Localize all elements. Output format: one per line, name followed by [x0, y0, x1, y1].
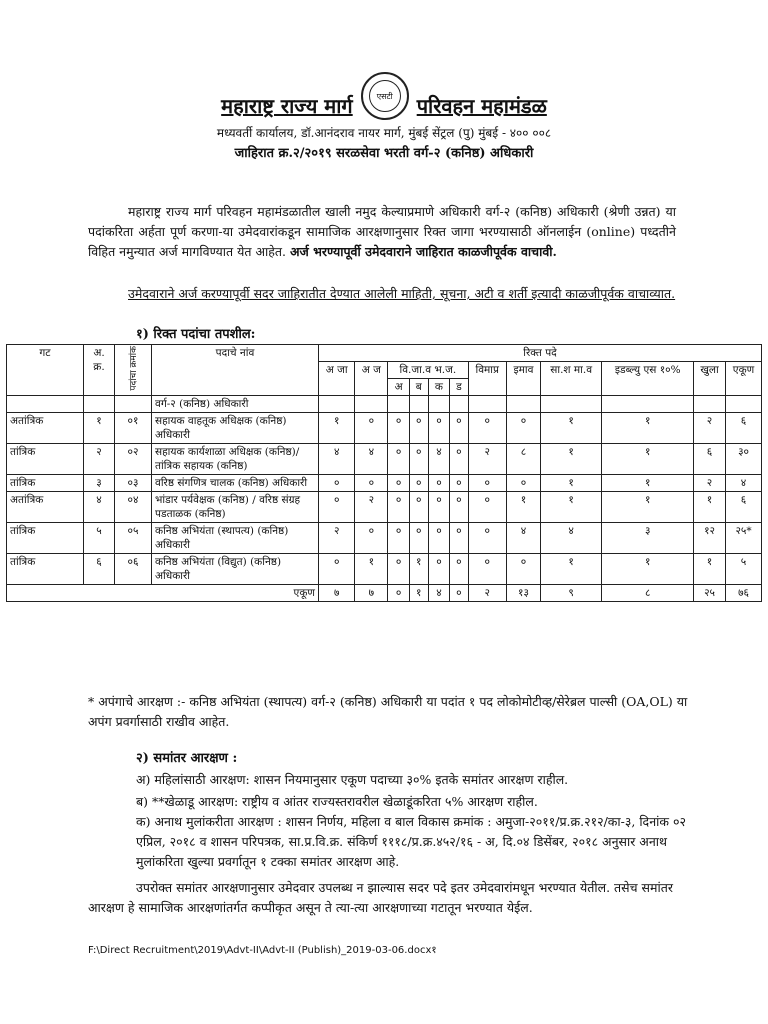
cell-post: कनिष्ठ अभियंता (विद्युत) (कनिष्ठ) अधिकारी: [152, 554, 319, 585]
cell-sr: ३: [84, 475, 115, 492]
table-row: [7, 413, 762, 444]
advert-title: जाहिरात क्र.२/२०१९ सरळसेवा भरती वर्ग-२ (कनिष्ठ) अधिकारी: [234, 146, 534, 161]
table-row: [7, 444, 762, 475]
cell-value: ६: [726, 492, 762, 523]
th-sebc: सा.श मा.व: [540, 362, 601, 396]
cell-value: ५: [726, 554, 762, 585]
cell-code: ०१: [115, 413, 152, 444]
th-post: पदाचे नांव: [152, 345, 319, 396]
cell-sr: २: [84, 444, 115, 475]
cell-sr: १: [84, 413, 115, 444]
cell-value: ०: [468, 492, 506, 523]
th-sr: अ. क्र.: [84, 345, 115, 396]
cell-group: तांत्रिक: [7, 554, 84, 585]
total-value: १: [409, 585, 428, 602]
cell-value: १: [540, 475, 601, 492]
cell-value: १: [694, 492, 726, 523]
section-2-heading: २) समांतर आरक्षण :: [136, 751, 238, 766]
table-row: [7, 554, 762, 585]
th-total: एकूण: [726, 362, 762, 396]
cell-value: १: [694, 554, 726, 585]
cell-value: २: [694, 475, 726, 492]
cell-group: तांत्रिक: [7, 444, 84, 475]
cell-group: तांत्रिक: [7, 475, 84, 492]
cell-value: २: [355, 492, 388, 523]
cell-code: ०४: [115, 492, 152, 523]
cell-code: ०६: [115, 554, 152, 585]
reservation-orphan: क) अनाथ मुलांकरीता आरक्षण : शासन निर्णय, महिला व बाल विकास क्रमांक : अमुजा-२०११/प्र.क्र.२१२/का-३, दिनांक ०२ एप्रिल, २०१८ व शासन परिपत्रक, सा.प्र.वि.क्र. संकिर्ण १११८/प्र.क्र.४५२/१६ - अ, दि.०४ डिसेंबर, २०१८ अनुसार अनाथ मुलांकरिता खुल्या प्रवर्गातून १ टक्का समांतर आरक्षण आहे.: [136, 814, 686, 869]
title-right: परिवहन महामंडळ: [416, 93, 547, 118]
cell-value: ०: [428, 492, 450, 523]
cell-value: ०: [409, 413, 428, 444]
cell-group: अतांत्रिक: [7, 413, 84, 444]
cell-code: ०२: [115, 444, 152, 475]
title-row: [0, 90, 768, 120]
cell-sr: ६: [84, 554, 115, 585]
cell-sr: ५: [84, 523, 115, 554]
cell-value: ६: [694, 444, 726, 475]
th-vj-d: ड: [450, 379, 468, 396]
cell-value: ०: [388, 444, 410, 475]
cell-value: ०: [450, 492, 468, 523]
cell-value: ०: [450, 523, 468, 554]
cell-value: ०: [506, 554, 540, 585]
th-st: अ ज: [355, 362, 388, 396]
cell-group: अतांत्रिक: [7, 492, 84, 523]
cell-value: ०: [450, 413, 468, 444]
disability-note: * अपंगाचे आरक्षण :- कनिष्ठ अभियंता (स्थापत्य) वर्ग-२ (कनिष्ठ) अधिकारी या पदांत १ पद लोकोमोटीव्ह/सेरेब्रल पाल्सी (OA,OL) या अपंग प्रवर्गासाठी राखीव आहेत.: [88, 694, 688, 729]
title-left: महाराष्ट्र राज्य मार्ग: [221, 93, 353, 118]
th-group: गट: [7, 345, 84, 396]
th-vjnt: वि.जा.व भ.ज.: [388, 362, 468, 379]
cell-post: कनिष्ठ अभियंता (स्थापत्य) (कनिष्ठ) अधिकारी: [152, 523, 319, 554]
cell-value: ०: [428, 523, 450, 554]
cell-value: ०: [428, 413, 450, 444]
th-sbc: विमाप्र: [468, 362, 506, 396]
cell-value: ०: [468, 523, 506, 554]
cell-value: १: [409, 554, 428, 585]
cell-value: ०: [468, 475, 506, 492]
section-1-heading: १) रिक्त पदांचा तपशील:: [136, 327, 256, 342]
cell-value: ४: [540, 523, 601, 554]
cell-value: २५*: [726, 523, 762, 554]
cell-value: १: [602, 444, 694, 475]
msrtc-logo-icon: एसटी: [361, 72, 409, 120]
cell-value: ०: [319, 492, 355, 523]
cell-value: ०: [319, 475, 355, 492]
cell-value: १२: [694, 523, 726, 554]
total-label: एकूण: [7, 585, 319, 602]
th-obc: इमाव: [506, 362, 540, 396]
cell-post: सहायक वाहतूक अधिक्षक (कनिष्ठ) अधिकारी: [152, 413, 319, 444]
cell-value: ०: [428, 554, 450, 585]
cell-value: ०: [355, 475, 388, 492]
category-label: वर्ग-२ (कनिष्ठ) अधिकारी: [152, 396, 319, 413]
total-value: ०: [388, 585, 410, 602]
cell-value: ०: [409, 523, 428, 554]
cell-value: २: [694, 413, 726, 444]
cell-value: ०: [468, 413, 506, 444]
cell-value: ४: [355, 444, 388, 475]
cell-value: ०: [388, 413, 410, 444]
cell-post: भांडार पर्यवेक्षक (कनिष्ठ) / वरिष्ठ संग्रह पडताळक (कनिष्ठ): [152, 492, 319, 523]
cell-value: ०: [388, 554, 410, 585]
cell-value: ०: [450, 554, 468, 585]
reservation-sports: ब) **खेळाडू आरक्षण: राष्ट्रीय व आंतर राज्यस्तरावरील खेळाडूंकरिता ५% आरक्षण राहील.: [136, 794, 538, 809]
th-vj-b: ब: [409, 379, 428, 396]
total-value: ७: [355, 585, 388, 602]
cell-value: २: [319, 523, 355, 554]
cell-value: ४: [726, 475, 762, 492]
cell-value: ०: [355, 413, 388, 444]
cell-code: ०३: [115, 475, 152, 492]
total-value: २: [468, 585, 506, 602]
cell-value: ०: [388, 475, 410, 492]
cell-value: १: [506, 492, 540, 523]
cell-value: ३०: [726, 444, 762, 475]
reservation-note: उपरोक्त समांतर आरक्षणानुसार उमेदवार उपलब्ध न झाल्यास सदर पदे इतर उमेदवारांमधून भरण्यात येतील. तसेच समांतर आरक्षण हे सामाजिक आरक्षणांतर्गत कप्पीकृत असून ते त्या-त्या आरक्षणाच्या गटातून भरण्यात येईल.: [88, 880, 673, 915]
th-ews: इडब्ल्यु एस १०%: [602, 362, 694, 396]
cell-value: ४: [506, 523, 540, 554]
total-value: ८: [602, 585, 694, 602]
cell-post: वरिष्ठ संगणित्र चालक (कनिष्ठ) अधिकारी: [152, 475, 319, 492]
cell-value: १: [540, 492, 601, 523]
cell-value: ०: [319, 554, 355, 585]
cell-value: ०: [428, 475, 450, 492]
instructions-paragraph: उमेदवाराने अर्ज करण्यापूर्वी सदर जाहिरातीत देण्यात आलेली माहिती, सूचना, अटी व शर्ती इत्यादी काळजीपूर्वक वाचाव्यात.: [128, 286, 676, 301]
cell-value: ०: [409, 492, 428, 523]
cell-sr: ४: [84, 492, 115, 523]
header: [0, 90, 768, 161]
cell-value: ०: [468, 554, 506, 585]
cell-value: ४: [319, 444, 355, 475]
reservation-women: अ) महिलांसाठी आरक्षण: शासन नियमानुसार एकूण पदाच्या ३०% इतके समांतर आरक्षण राहील.: [136, 772, 569, 787]
vacancy-table: [6, 344, 762, 602]
th-code: पदांचा क्रमांक: [115, 345, 152, 396]
cell-post: सहायक कार्यशाळा अधिक्षक (कनिष्ठ)/ तांत्रिक सहायक (कनिष्ठ): [152, 444, 319, 475]
cell-value: ०: [355, 523, 388, 554]
total-value: ०: [450, 585, 468, 602]
cell-value: १: [319, 413, 355, 444]
total-row: [7, 585, 762, 602]
total-value: ७६: [726, 585, 762, 602]
th-vj-a: अ: [388, 379, 410, 396]
intro-paragraph: [88, 202, 676, 262]
cell-value: १: [602, 475, 694, 492]
th-open: खुला: [694, 362, 726, 396]
cell-value: १: [355, 554, 388, 585]
table-row: [7, 523, 762, 554]
cell-value: २: [468, 444, 506, 475]
th-vacancies: रिक्त पदे: [319, 345, 762, 362]
cell-value: ४: [428, 444, 450, 475]
cell-value: १: [602, 413, 694, 444]
cell-value: ०: [506, 475, 540, 492]
cell-value: ६: [726, 413, 762, 444]
cell-value: १: [540, 554, 601, 585]
cell-value: ०: [409, 444, 428, 475]
cell-value: १: [602, 492, 694, 523]
file-path: F:\Direct Recruitment\2019\Advt-II\Advt-II (Publish)_2019-03-06.docx१: [88, 945, 437, 956]
table-row: [7, 475, 762, 492]
total-value: ९: [540, 585, 601, 602]
cell-group: तांत्रिक: [7, 523, 84, 554]
cell-value: ०: [450, 444, 468, 475]
cell-value: ८: [506, 444, 540, 475]
th-sc: अ जा: [319, 362, 355, 396]
total-value: १३: [506, 585, 540, 602]
total-value: २५: [694, 585, 726, 602]
table-row: [7, 492, 762, 523]
intro-bold: अर्ज भरण्यापूर्वी उमेदवाराने जाहिरात काळजीपूर्वक वाचावी.: [289, 244, 557, 259]
cell-value: १: [602, 554, 694, 585]
cell-value: १: [540, 444, 601, 475]
category-row: [7, 396, 762, 413]
cell-value: ०: [388, 492, 410, 523]
total-value: ७: [319, 585, 355, 602]
cell-value: ०: [450, 475, 468, 492]
cell-value: ०: [506, 413, 540, 444]
cell-code: ०५: [115, 523, 152, 554]
address: मध्यवर्ती कार्यालय, डॉ.आनंदराव नायर मार्ग, मुंबई सेंट्रल (पु) मुंबई - ४०० ००८: [216, 126, 552, 140]
cell-value: ०: [388, 523, 410, 554]
total-value: ४: [428, 585, 450, 602]
th-vj-c: क: [428, 379, 450, 396]
cell-value: ०: [409, 475, 428, 492]
cell-value: १: [540, 413, 601, 444]
cell-value: ३: [602, 523, 694, 554]
intro-text: महाराष्ट्र राज्य मार्ग परिवहन महामंडळातील खाली नमुद केल्याप्रमाणे अधिकारी वर्ग-२ (कनिष्ठ) अधिकारी (श्रेणी उन्नत) या पदांकरिता अर्हता पूर्ण करणा-या उमेदवारांकडून सामाजिक आरक्षणानुसार रिक्त जागा भरण्यासाठी ऑनलाईन (online) पध्दतीने विहित नमुन्यात अर्ज मागविण्यात येत आहेत.: [88, 204, 676, 259]
